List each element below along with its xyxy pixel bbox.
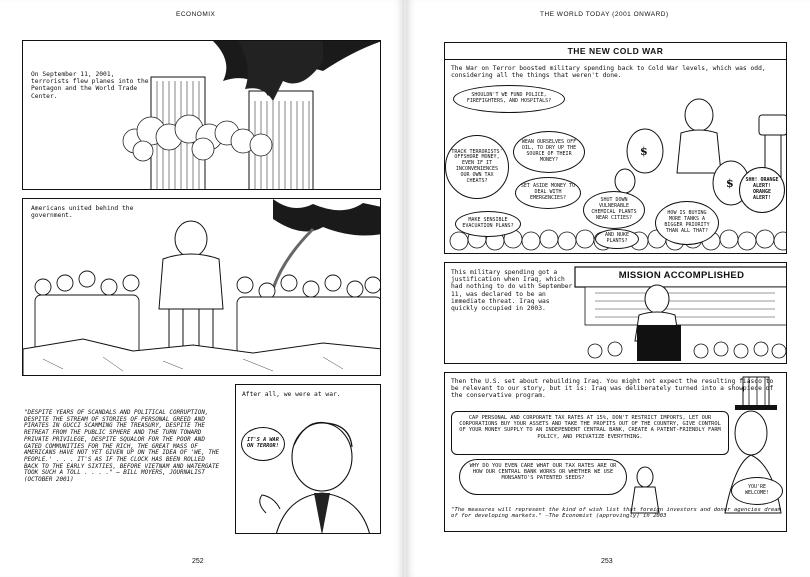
running-head-right: THE WORLD TODAY (2001 ONWARD): [540, 11, 669, 18]
caption-iraq-threat: This military spending got a justification when Iraq, which had nothing to do with September 11, was declared to be an immediate threat. Iraq was quickly occupied in 2003.: [451, 269, 573, 313]
twin-towers-illustration: [23, 41, 381, 190]
caption-rebuilding-iraq: Then the U.S. set about rebuilding Iraq. You might not expect the resulting fiasco to be relevant to our story, but it is: Iraq was deliberately turned into a showpiece of the conservative program.: [451, 378, 774, 400]
page-number-left: 252: [192, 558, 204, 565]
running-head-left: ECONOMIX: [176, 11, 216, 18]
panel-crowd: [22, 198, 381, 376]
panel-war-on-terror: [235, 384, 381, 534]
caption-september-11: On September 11, 2001, terrorists flew planes into the Pentagon and the World Trade Center.: [31, 71, 149, 100]
speech-iraqi-question: WHY DO YOU EVEN CARE WHAT OUR TAX RATES ARE OR HOW OUR CENTRAL BANK WORKS OR WHETHER WE USE MONSANTO'S PATENTED SEEDS?: [459, 459, 627, 495]
money-bag-sign-2: $: [726, 177, 734, 190]
panel-towers: [22, 40, 381, 190]
bill-moyers-quote: "DESPITE YEARS OF SCANDALS AND POLITICAL CORRUPTION, DESPITE THE STREAM OF STORIES OF PERSONAL GREED AND PIRATES IN GUCCI SCAMMING THE TREASURY, DESPITE THE RETREAT FROM THE PUBLIC SPHERE AND THE TURN TOWARD PRIVATE PRIVILEGE, DESPITE SQUALOR FOR THE POOR AND GATED COMMUNITIES FOR THE RICH, THE GREAT MASS OF AMERICANS HAVE NOT YET GIVEN UP ON THE IDEA OF 'WE, THE PEOPLE.' . . . IT'S AS IF THE CLOCK HAS BEEN ROLLED BACK TO THE EARLY SIXTIES, BEFORE VIETNAM AND WATERGATE TOOK SUCH A TOLL . . . ." — BILL MOYERS, JOURNALIST (OCTOBER 2001): [24, 410, 220, 484]
bubble-chemical-plants: SHUT DOWN VULNERABLE CHEMICAL PLANTS NEAR CITIES?: [583, 191, 645, 229]
mission-accomplished-banner: MISSION ACCOMPLISHED: [618, 270, 745, 281]
bubble-more-tanks: HOW IS BUYING MORE TANKS A BIGGER PRIORITY THAN ALL THAT?: [655, 201, 719, 245]
bubble-nuke-plants: AND NUKE PLANTS?: [595, 229, 639, 249]
right-page: [406, 0, 810, 577]
bubble-fund-police: SHOULDN'T WE FUND POLICE, FIREFIGHTERS, AND HOSPITALS?: [453, 85, 565, 113]
speech-youre-welcome: YOU'RE WELCOME!: [731, 477, 783, 505]
panel-mission-accomplished: [444, 262, 787, 364]
caption-military-spending: The War on Terror boosted military spending back to Cold War levels, which was odd, considering all the things that weren't done.: [451, 65, 766, 80]
bubble-orange-alert: SHH! ORANGE ALERT! ORANGE ALERT!: [739, 167, 785, 213]
bubble-evacuation: MAKE SENSIBLE EVACUATION PLANS?: [455, 211, 521, 237]
economist-footer-quote: "The measures will represent the kind of wish list that foreign investors and donor agencies dream of for developing markets." —The Economist (approvingly) in 2003: [451, 507, 782, 520]
bubble-wean-off-oil: WEAN OURSELVES OFF OIL, TO DRY UP THE SOURCE OF THEIR MONEY?: [513, 131, 585, 173]
section-title: THE NEW COLD WAR: [445, 43, 786, 60]
panel-rebuilding-iraq: [444, 372, 787, 532]
crowd-rescue-workers-illustration: [23, 199, 381, 376]
speech-uncle-sam-demands: CAP PERSONAL AND CORPORATE TAX RATES AT 15%, DON'T RESTRICT IMPORTS, LET OUR CORPORATIONS BUY YOUR ASSETS AND TAKE THE PROFITS OUT OF THE COUNTRY, GIVE CONTROL OF YOUR MONEY SUPPLY TO AN INDEPENDENT CENTRAL BANK, CREATE A PATENT-FRIENDLY FARM POLICY, AND PRIVATIZE EVERYTHING.: [451, 411, 729, 455]
left-page: [0, 0, 404, 577]
money-bag-sign-1: $: [640, 145, 648, 158]
bubble-emergencies: SET ASIDE MONEY TO DEAL WITH EMERGENCIES?: [515, 177, 581, 209]
caption-at-war: After all, we were at war.: [242, 391, 341, 398]
speech-war-on-terror: IT'S A WAR ON TERROR!: [241, 427, 285, 461]
page-number-right: 253: [601, 558, 613, 565]
panel-new-cold-war: [444, 42, 787, 254]
caption-americans-united: Americans united behind the government.: [31, 205, 134, 220]
bubble-offshore-money: TRACK TERRORISTS' OFFSHORE MONEY, EVEN IF IT INCONVENIENCES OUR OWN TAX CHEATS?: [445, 135, 509, 199]
